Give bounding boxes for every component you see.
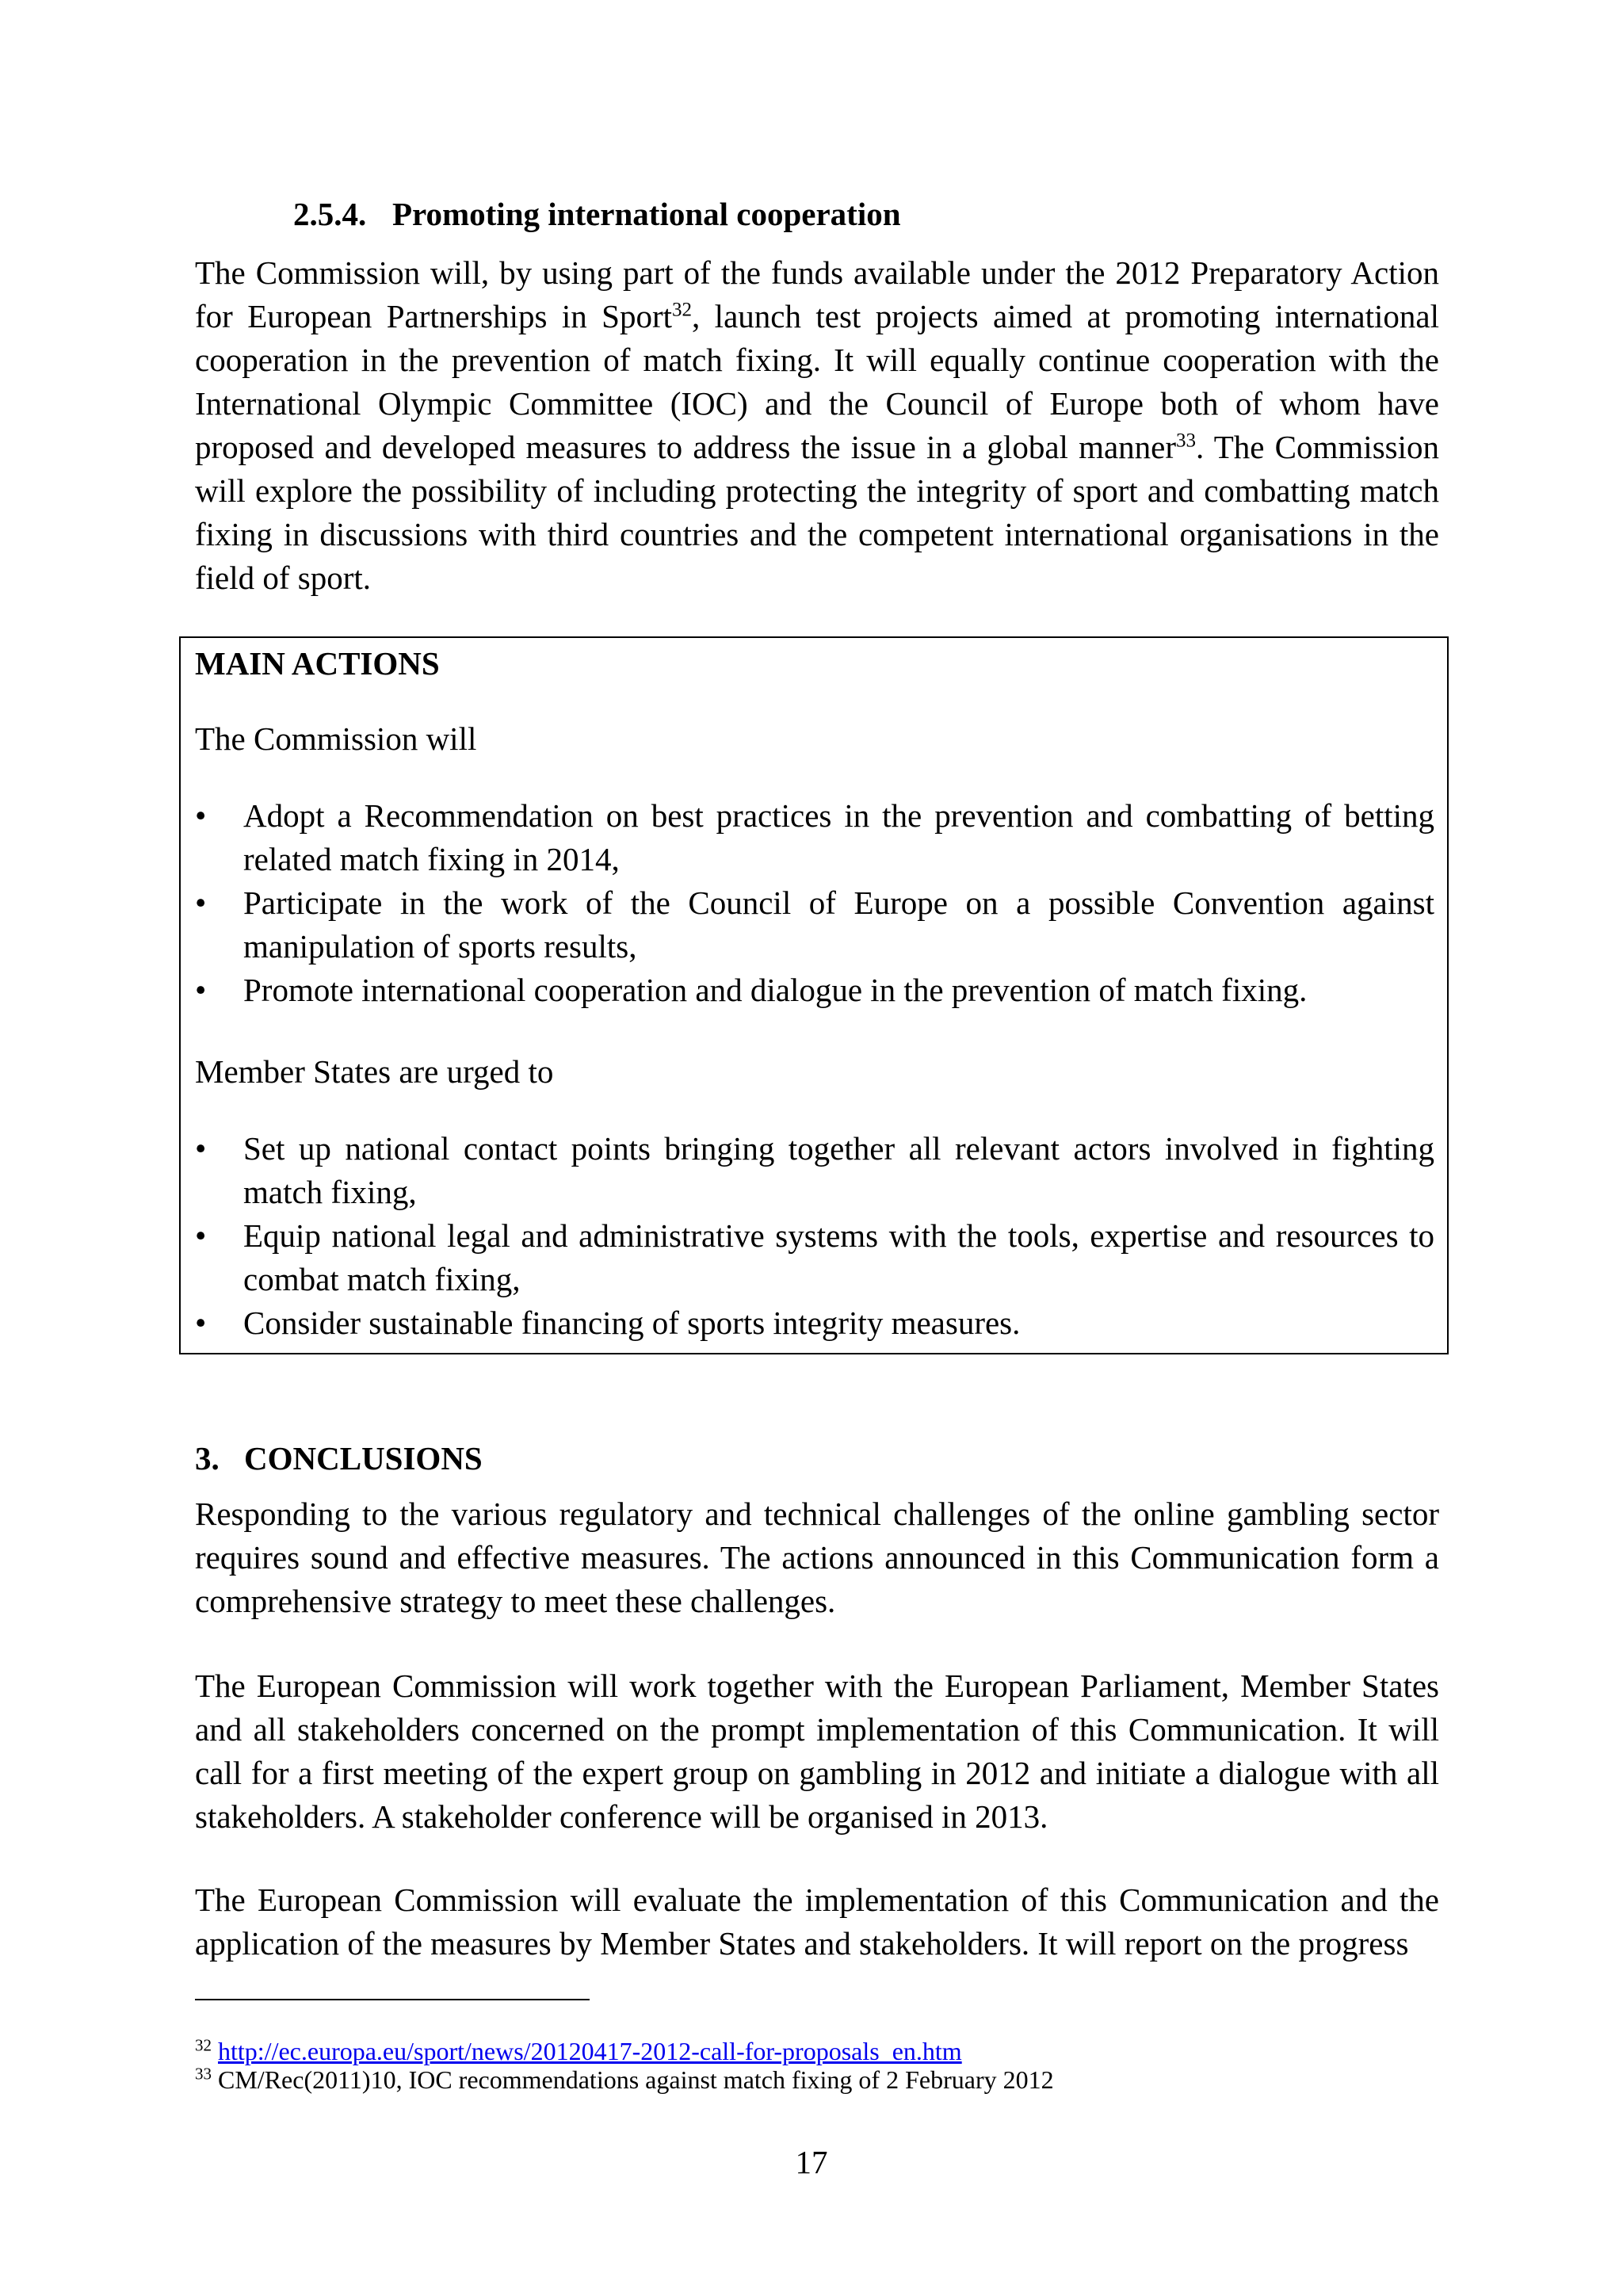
bullet-icon: • — [195, 972, 207, 1008]
bullet-icon: • — [195, 797, 207, 834]
intro-text-part-3: . The Commission will explore the possibility of including protecting the integrity of sport and combatting match fixing in discussions with third countries and the competent international organisations in the field of sport. — [195, 429, 1439, 596]
list-item — [195, 968, 1434, 1012]
list-item-text: Adopt a Recommendation on best practices in the prevention and combatting of betting related match fixing in 2014, — [243, 797, 1434, 877]
footnote-32 — [195, 2037, 1439, 2065]
list-item-text: Consider sustainable financing of sports integrity measures. — [243, 1305, 1021, 1341]
conclusions-title: CONCLUSIONS — [244, 1440, 483, 1477]
footnote-link[interactable]: http://ec.europa.eu/sport/news/20120417-2012-call-for-proposals_en.htm — [218, 2037, 962, 2065]
commission-actions-list — [195, 794, 1434, 1012]
list-item-text: Equip national legal and administrative systems with the tools, expertise and resources to combat match fixing, — [243, 1217, 1434, 1297]
footnote-ref-33: 33 — [1176, 430, 1197, 452]
footnote-number: 33 — [195, 2064, 212, 2084]
footnote-number: 32 — [195, 2035, 212, 2055]
list-item — [195, 1301, 1434, 1345]
list-item-text: Participate in the work of the Council of Europe on a possible Convention against manipulation of sports results, — [243, 884, 1434, 965]
intro-paragraph — [195, 251, 1439, 600]
list-item-text: Set up national contact points bringing together all relevant actors involved in fighting match fixing, — [243, 1130, 1434, 1210]
conclusions-paragraph: The European Commission will work together with the European Parliament, Member States and all stakeholders concerned on the prompt implementation of this Communication. It will call for a first meeting of the expert group on gambling in 2012 and initiate a dialogue with all stakeholders. A stakeholder conference will be organised in 2013. — [195, 1668, 1439, 1835]
bullet-icon: • — [195, 1217, 207, 1254]
list-item — [195, 1214, 1434, 1301]
subsection-title: Promoting international cooperation — [392, 196, 901, 232]
conclusions-paragraph: Responding to the various regulatory and technical challenges of the online gambling sector requires sound and effective measures. The actions announced in this Communication form a comprehensive strategy to meet these challenges. — [195, 1496, 1439, 1619]
main-actions-title: MAIN ACTIONS — [195, 645, 440, 682]
list-item — [195, 794, 1434, 881]
conclusions-number: 3. — [195, 1440, 220, 1477]
conclusions-paragraph: The European Commission will evaluate the implementation of this Communication and the application of the measures by Member States and stakeholders. It will report on the progress — [195, 1881, 1439, 1962]
list-item — [195, 1127, 1434, 1214]
footnotes — [195, 2037, 1439, 2094]
footnote-separator — [195, 1999, 590, 2000]
commission-lead: The Commission will — [195, 720, 477, 757]
list-item-text: Promote international cooperation and dialogue in the prevention of match fixing. — [243, 972, 1308, 1008]
page-number: 17 — [795, 2144, 828, 2180]
bullet-icon: • — [195, 884, 207, 921]
footnote-text: CM/Rec(2011)10, IOC recommendations against match fixing of 2 February 2012 — [218, 2065, 1054, 2094]
member-states-lead: Member States are urged to — [195, 1053, 554, 1090]
intro-text-part-2: , launch test projects aimed at promoting international cooperation in the prevention of match fixing. It will equally continue cooperation with the International Olympic Committee (IOC) and the Council of Europe both of whom have proposed and developed measures to address the issue in a global manner — [195, 298, 1439, 465]
footnote-33 — [195, 2065, 1439, 2094]
subsection-number: 2.5.4. — [293, 196, 367, 232]
intro-text-part-1: The Commission will, by using part of the funds available under the 2012 Preparatory Action for European Partnerships in Sport — [195, 254, 1439, 334]
member-states-actions-list — [195, 1127, 1434, 1345]
main-actions-box — [179, 636, 1449, 1354]
footnote-ref-32: 32 — [672, 299, 693, 321]
bullet-icon: • — [195, 1130, 207, 1167]
conclusions-heading — [195, 1436, 483, 1480]
list-item — [195, 881, 1434, 968]
subsection-heading — [293, 192, 901, 236]
bullet-icon: • — [195, 1305, 207, 1341]
